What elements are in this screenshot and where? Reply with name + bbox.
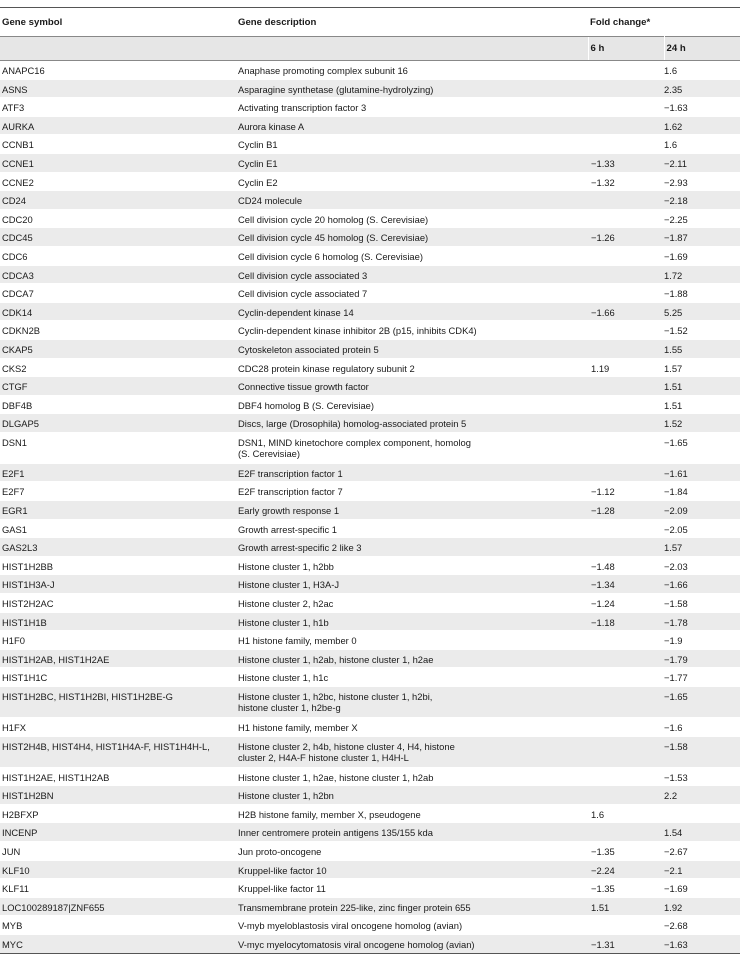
gene-symbol-cell: MYB <box>0 916 236 935</box>
table-row <box>0 649 740 668</box>
fold-change-6h-cell: 1.6 <box>588 804 664 823</box>
gene-description-cell <box>236 612 588 631</box>
gene-symbol-cell: DBF4B <box>0 395 236 414</box>
table-row <box>0 482 740 501</box>
gene-description-cell <box>236 519 588 538</box>
description-line: Cell division cycle 45 homolog (S. Cerevisiae) <box>238 232 429 244</box>
description-line: V-myb myeloblastosis viral oncogene homolog (avian) <box>238 920 463 932</box>
fold-change-24h-cell: −1.87 <box>664 228 740 247</box>
description-line: Cyclin-dependent kinase 14 <box>238 306 354 318</box>
gene-description-cell <box>236 98 588 117</box>
gene-description-cell <box>236 916 588 935</box>
description-line: V-myc myelocytomatosis viral oncogene homolog (avian) <box>238 938 475 950</box>
description-line: Cyclin-dependent kinase inhibitor 2B (p15, inhibits CDK4) <box>238 325 477 337</box>
description-line: Kruppel-like factor 11 <box>238 883 326 895</box>
gene-description-cell <box>236 879 588 898</box>
gene-symbol-cell: HIST1H2AE, HIST1H2AB <box>0 767 236 786</box>
fold-change-6h-cell: −1.34 <box>588 575 664 594</box>
fold-change-24h-cell: −1.66 <box>664 575 740 594</box>
fold-change-24h-cell: −1.61 <box>664 463 740 482</box>
fold-change-6h-cell <box>588 284 664 303</box>
fold-change-6h-cell <box>588 414 664 433</box>
gene-description-cell <box>236 228 588 247</box>
gene-description-cell <box>236 556 588 575</box>
fold-change-24h-cell: 1.54 <box>664 823 740 842</box>
gene-description-cell <box>236 841 588 860</box>
table-row <box>0 767 740 786</box>
description-line-2: cluster 2, H4A-F histone cluster 1, H4H-L <box>238 751 409 763</box>
gene-description-cell <box>236 302 588 321</box>
gene-description-cell <box>236 860 588 879</box>
fold-change-6h-cell <box>588 668 664 687</box>
description-line: Cytoskeleton associated protein 5 <box>238 343 379 355</box>
table-row <box>0 718 740 737</box>
gene-symbol-cell: CCNE2 <box>0 172 236 191</box>
description-line: H1 histone family, member 0 <box>238 635 357 647</box>
gene-description-cell <box>236 736 588 767</box>
fold-change-6h-cell <box>588 116 664 135</box>
description-line: Jun proto-oncogene <box>238 845 322 857</box>
table-row <box>0 395 740 414</box>
description-line: Growth arrest-specific 2 like 3 <box>238 542 362 554</box>
gene-symbol-cell: JUN <box>0 841 236 860</box>
header-gene-description: Gene description <box>236 8 588 37</box>
fold-change-6h-cell <box>588 98 664 117</box>
gene-symbol-cell: DSN1 <box>0 432 236 463</box>
gene-symbol-cell: ANAPC16 <box>0 61 236 80</box>
description-line-2: histone cluster 1, h2be-g <box>238 702 341 713</box>
description-line: Growth arrest-specific 1 <box>238 523 337 535</box>
gene-symbol-cell: HIST1H2BN <box>0 786 236 805</box>
fold-change-24h-cell: 1.6 <box>664 61 740 80</box>
gene-symbol-cell: CDC45 <box>0 228 236 247</box>
description-line: Transmembrane protein 225-like, zinc finger protein 655 <box>238 901 471 913</box>
gene-symbol-cell: HIST2H2AC <box>0 594 236 613</box>
table-row <box>0 668 740 687</box>
fold-change-6h-cell <box>588 687 664 718</box>
fold-change-24h-cell: 1.55 <box>664 339 740 358</box>
fold-change-6h-cell: 1.51 <box>588 897 664 916</box>
table-row <box>0 209 740 228</box>
gene-symbol-cell: MYC <box>0 934 236 953</box>
gene-description-cell <box>236 687 588 718</box>
gene-symbol-cell: CDC6 <box>0 246 236 265</box>
fold-change-24h-cell: −1.79 <box>664 649 740 668</box>
table-row <box>0 228 740 247</box>
fold-change-24h-cell: −2.25 <box>664 209 740 228</box>
gene-description-cell <box>236 786 588 805</box>
description-line: Histone cluster 1, h1b <box>238 616 329 628</box>
gene-description-cell <box>236 395 588 414</box>
header-gene-symbol: Gene symbol <box>0 8 236 37</box>
table-row <box>0 916 740 935</box>
fold-change-24h-cell: 1.51 <box>664 395 740 414</box>
header-24h: 24 h <box>664 37 740 61</box>
description-line: Histone cluster 1, h2bb <box>238 560 334 572</box>
gene-symbol-cell: GAS1 <box>0 519 236 538</box>
table-row <box>0 265 740 284</box>
gene-description-cell <box>236 172 588 191</box>
gene-description-cell <box>236 191 588 210</box>
fold-change-6h-cell: −1.32 <box>588 172 664 191</box>
gene-symbol-cell: KLF10 <box>0 860 236 879</box>
table-row <box>0 358 740 377</box>
fold-change-24h-cell: −2.67 <box>664 841 740 860</box>
fold-change-24h-cell: −1.65 <box>664 687 740 718</box>
fold-change-24h-cell: −1.52 <box>664 321 740 340</box>
description-line: Histone cluster 1, H3A-J <box>238 579 340 591</box>
fold-change-24h-cell: −2.68 <box>664 916 740 935</box>
table-row <box>0 736 740 767</box>
table-row <box>0 284 740 303</box>
table-row <box>0 841 740 860</box>
header-6h: 6 h <box>588 37 664 61</box>
gene-symbol-cell: HIST1H2AB, HIST1H2AE <box>0 649 236 668</box>
description-line: Cell division cycle 20 homolog (S. Cerevisiae) <box>238 213 429 225</box>
fold-change-6h-cell <box>588 631 664 650</box>
gene-symbol-cell: CDKN2B <box>0 321 236 340</box>
gene-description-cell <box>236 116 588 135</box>
gene-description-cell <box>236 718 588 737</box>
description-line: Early growth response 1 <box>238 505 340 517</box>
fold-change-6h-cell <box>588 463 664 482</box>
gene-description-cell <box>236 463 588 482</box>
fold-change-24h-cell: 1.72 <box>664 265 740 284</box>
fold-change-24h-cell: 1.52 <box>664 414 740 433</box>
fold-change-6h-cell: −1.12 <box>588 482 664 501</box>
table-row <box>0 172 740 191</box>
fold-change-24h-cell: −1.63 <box>664 98 740 117</box>
description-line: Histone cluster 1, h2bc, histone cluster 1, h2bi, <box>238 691 433 702</box>
description-line: Asparagine synthetase (glutamine-hydrolyzing) <box>238 83 434 95</box>
description-line-2: (S. Cerevisiae) <box>238 447 300 459</box>
table-row <box>0 153 740 172</box>
table-row <box>0 687 740 718</box>
gene-description-cell <box>236 377 588 396</box>
fold-change-24h-cell: −1.77 <box>664 668 740 687</box>
table-row <box>0 575 740 594</box>
table-row <box>0 934 740 953</box>
header-fold-change: Fold change* <box>588 8 740 37</box>
gene-symbol-cell: CDK14 <box>0 302 236 321</box>
fold-change-6h-cell: −1.35 <box>588 841 664 860</box>
fold-change-6h-cell <box>588 823 664 842</box>
fold-change-24h-cell: 1.57 <box>664 358 740 377</box>
description-line: E2F transcription factor 7 <box>238 486 343 498</box>
gene-symbol-cell: DLGAP5 <box>0 414 236 433</box>
gene-description-cell <box>236 79 588 98</box>
description-line: Cell division cycle associated 3 <box>238 269 368 281</box>
fold-change-6h-cell: 1.19 <box>588 358 664 377</box>
fold-change-6h-cell <box>588 916 664 935</box>
fold-change-6h-cell: −1.28 <box>588 501 664 520</box>
table-row <box>0 432 740 463</box>
fold-change-24h-cell: −1.6 <box>664 718 740 737</box>
fold-change-6h-cell <box>588 736 664 767</box>
header-blank-1 <box>0 37 236 61</box>
fold-change-24h-cell: 1.51 <box>664 377 740 396</box>
gene-symbol-cell: CDC20 <box>0 209 236 228</box>
fold-change-6h-cell <box>588 538 664 557</box>
description-line: H1 histone family, member X <box>238 722 358 733</box>
gene-description-cell <box>236 284 588 303</box>
fold-change-24h-cell: −1.58 <box>664 594 740 613</box>
description-line: Discs, large (Drosophila) homolog-associated protein 5 <box>238 418 467 430</box>
gene-table <box>0 7 740 954</box>
description-line: Histone cluster 2, h2ac <box>238 598 334 610</box>
gene-description-cell <box>236 153 588 172</box>
description-line: Aurora kinase A <box>238 120 305 132</box>
table-row <box>0 879 740 898</box>
fold-change-6h-cell <box>588 649 664 668</box>
fold-change-6h-cell: −1.66 <box>588 302 664 321</box>
fold-change-24h-cell: −1.9 <box>664 631 740 650</box>
fold-change-24h-cell: −1.78 <box>664 612 740 631</box>
gene-symbol-cell: H1FX <box>0 718 236 737</box>
description-line: Cyclin E1 <box>238 157 278 169</box>
gene-symbol-cell: HIST1H1C <box>0 668 236 687</box>
table-row <box>0 79 740 98</box>
gene-description-cell <box>236 414 588 433</box>
gene-symbol-cell: E2F7 <box>0 482 236 501</box>
fold-change-24h-cell: 2.35 <box>664 79 740 98</box>
gene-symbol-cell: GAS2L3 <box>0 538 236 557</box>
table-row <box>0 135 740 154</box>
gene-description-cell <box>236 934 588 953</box>
gene-symbol-cell: AURKA <box>0 116 236 135</box>
fold-change-6h-cell <box>588 246 664 265</box>
gene-symbol-cell: LOC100289187|ZNF655 <box>0 897 236 916</box>
table-row <box>0 556 740 575</box>
table-row <box>0 594 740 613</box>
gene-description-cell <box>236 209 588 228</box>
fold-change-6h-cell: −1.26 <box>588 228 664 247</box>
header-blank-2 <box>236 37 588 61</box>
table-row <box>0 246 740 265</box>
table-row <box>0 519 740 538</box>
gene-symbol-cell: CTGF <box>0 377 236 396</box>
gene-description-cell <box>236 265 588 284</box>
gene-symbol-cell: HIST2H4B, HIST4H4, HIST1H4A-F, HIST1H4H-L, <box>0 736 236 767</box>
table-row <box>0 860 740 879</box>
gene-description-cell <box>236 339 588 358</box>
fold-change-24h-cell: −1.69 <box>664 879 740 898</box>
gene-description-cell <box>236 649 588 668</box>
table-row <box>0 786 740 805</box>
description-line: Cell division cycle 6 homolog (S. Cerevisiae) <box>238 250 423 262</box>
fold-change-24h-cell: −1.88 <box>664 284 740 303</box>
gene-symbol-cell: E2F1 <box>0 463 236 482</box>
table-row <box>0 538 740 557</box>
description-line: Cyclin E2 <box>238 176 278 188</box>
gene-symbol-cell: ASNS <box>0 79 236 98</box>
gene-symbol-cell: INCENP <box>0 823 236 842</box>
fold-change-6h-cell <box>588 191 664 210</box>
gene-symbol-cell: CDCA7 <box>0 284 236 303</box>
gene-symbol-cell: KLF11 <box>0 879 236 898</box>
fold-change-6h-cell <box>588 265 664 284</box>
gene-description-cell <box>236 575 588 594</box>
gene-description-cell <box>236 358 588 377</box>
fold-change-6h-cell <box>588 377 664 396</box>
table-row <box>0 501 740 520</box>
gene-description-cell <box>236 538 588 557</box>
fold-change-24h-cell <box>664 804 740 823</box>
fold-change-24h-cell: −2.93 <box>664 172 740 191</box>
description-line: Cyclin B1 <box>238 139 278 151</box>
fold-change-6h-cell <box>588 79 664 98</box>
fold-change-24h-cell: 5.25 <box>664 302 740 321</box>
description-line: Histone cluster 1, h1c <box>238 672 329 684</box>
table-row <box>0 339 740 358</box>
fold-change-24h-cell: −1.65 <box>664 432 740 463</box>
description-line: Histone cluster 1, h2ae, histone cluster 1, h2ab <box>238 771 434 783</box>
description-line: Activating transcription factor 3 <box>238 102 367 114</box>
gene-symbol-cell: CD24 <box>0 191 236 210</box>
fold-change-6h-cell: −2.24 <box>588 860 664 879</box>
table-body <box>0 61 740 954</box>
fold-change-6h-cell <box>588 61 664 80</box>
description-line: Connective tissue growth factor <box>238 381 369 393</box>
fold-change-24h-cell: −1.69 <box>664 246 740 265</box>
fold-change-24h-cell: −2.11 <box>664 153 740 172</box>
fold-change-24h-cell: 1.57 <box>664 538 740 557</box>
fold-change-6h-cell <box>588 209 664 228</box>
fold-change-6h-cell: −1.18 <box>588 612 664 631</box>
fold-change-24h-cell: 1.92 <box>664 897 740 916</box>
table-row <box>0 321 740 340</box>
fold-change-24h-cell: 1.6 <box>664 135 740 154</box>
table-row <box>0 302 740 321</box>
gene-symbol-cell: HIST1H3A-J <box>0 575 236 594</box>
gene-symbol-cell: H2BFXP <box>0 804 236 823</box>
fold-change-6h-cell <box>588 321 664 340</box>
gene-description-cell <box>236 246 588 265</box>
table-row <box>0 61 740 80</box>
fold-change-6h-cell <box>588 786 664 805</box>
gene-symbol-cell: HIST1H2BB <box>0 556 236 575</box>
fold-change-24h-cell: −2.09 <box>664 501 740 520</box>
gene-description-cell <box>236 432 588 463</box>
gene-symbol-cell: CKS2 <box>0 358 236 377</box>
fold-change-24h-cell: −2.1 <box>664 860 740 879</box>
table-row <box>0 377 740 396</box>
gene-symbol-cell: CCNB1 <box>0 135 236 154</box>
gene-symbol-cell: H1F0 <box>0 631 236 650</box>
table-row <box>0 631 740 650</box>
description-line: CD24 molecule <box>238 195 303 207</box>
gene-symbol-cell: CKAP5 <box>0 339 236 358</box>
gene-description-cell <box>236 482 588 501</box>
table-row <box>0 897 740 916</box>
fold-change-24h-cell: 1.62 <box>664 116 740 135</box>
fold-change-24h-cell: −2.05 <box>664 519 740 538</box>
description-line: CDC28 protein kinase regulatory subunit 2 <box>238 362 415 374</box>
gene-symbol-cell: EGR1 <box>0 501 236 520</box>
gene-description-cell <box>236 631 588 650</box>
gene-description-cell <box>236 61 588 80</box>
table-bottom-rule <box>0 953 740 954</box>
description-line: Inner centromere protein antigens 135/155 kda <box>238 827 433 839</box>
gene-symbol-cell: HIST1H1B <box>0 612 236 631</box>
description-line: H2B histone family, member X, pseudogene <box>238 808 421 820</box>
table-row <box>0 414 740 433</box>
fold-change-24h-cell: −1.53 <box>664 767 740 786</box>
description-line: Anaphase promoting complex subunit 16 <box>238 65 408 76</box>
fold-change-24h-cell: −1.63 <box>664 934 740 953</box>
description-line: Histone cluster 1, h2ab, histone cluster 1, h2ae <box>238 653 434 665</box>
fold-change-6h-cell <box>588 135 664 154</box>
fold-change-6h-cell: −1.35 <box>588 879 664 898</box>
gene-description-cell <box>236 668 588 687</box>
table-row <box>0 804 740 823</box>
fold-change-6h-cell: −1.24 <box>588 594 664 613</box>
gene-description-cell <box>236 804 588 823</box>
gene-description-cell <box>236 767 588 786</box>
fold-change-6h-cell <box>588 519 664 538</box>
fold-change-6h-cell <box>588 395 664 414</box>
description-line: Histone cluster 1, h2bn <box>238 790 334 802</box>
fold-change-24h-cell: 2.2 <box>664 786 740 805</box>
gene-description-cell <box>236 135 588 154</box>
fold-change-6h-cell <box>588 767 664 786</box>
fold-change-24h-cell: −2.03 <box>664 556 740 575</box>
description-line: Kruppel-like factor 10 <box>238 864 327 876</box>
gene-description-cell <box>236 321 588 340</box>
fold-change-6h-cell <box>588 718 664 737</box>
fold-change-24h-cell: −2.18 <box>664 191 740 210</box>
gene-symbol-cell: CCNE1 <box>0 153 236 172</box>
fold-change-6h-cell: −1.33 <box>588 153 664 172</box>
fold-change-24h-cell: −1.84 <box>664 482 740 501</box>
description-line: DBF4 homolog B (S. Cerevisiae) <box>238 399 374 411</box>
gene-symbol-cell: CDCA3 <box>0 265 236 284</box>
table-row <box>0 98 740 117</box>
fold-change-6h-cell <box>588 432 664 463</box>
table-row <box>0 612 740 631</box>
fold-change-6h-cell <box>588 339 664 358</box>
gene-description-cell <box>236 501 588 520</box>
description-line: E2F transcription factor 1 <box>238 467 343 479</box>
table-row <box>0 463 740 482</box>
gene-description-cell <box>236 823 588 842</box>
fold-change-6h-cell: −1.48 <box>588 556 664 575</box>
fold-change-24h-cell: −1.58 <box>664 736 740 767</box>
table-row <box>0 191 740 210</box>
description-line: DSN1, MIND kinetochore complex component, homolog <box>238 436 471 448</box>
table-row <box>0 823 740 842</box>
gene-symbol-cell: ATF3 <box>0 98 236 117</box>
gene-description-cell <box>236 594 588 613</box>
gene-description-cell <box>236 897 588 916</box>
fold-change-6h-cell: −1.31 <box>588 934 664 953</box>
description-line: Cell division cycle associated 7 <box>238 288 368 300</box>
table-row <box>0 116 740 135</box>
description-line: Histone cluster 2, h4b, histone cluster 4, H4, histone <box>238 740 455 752</box>
gene-symbol-cell: HIST1H2BC, HIST1H2BI, HIST1H2BE-G <box>0 687 236 718</box>
